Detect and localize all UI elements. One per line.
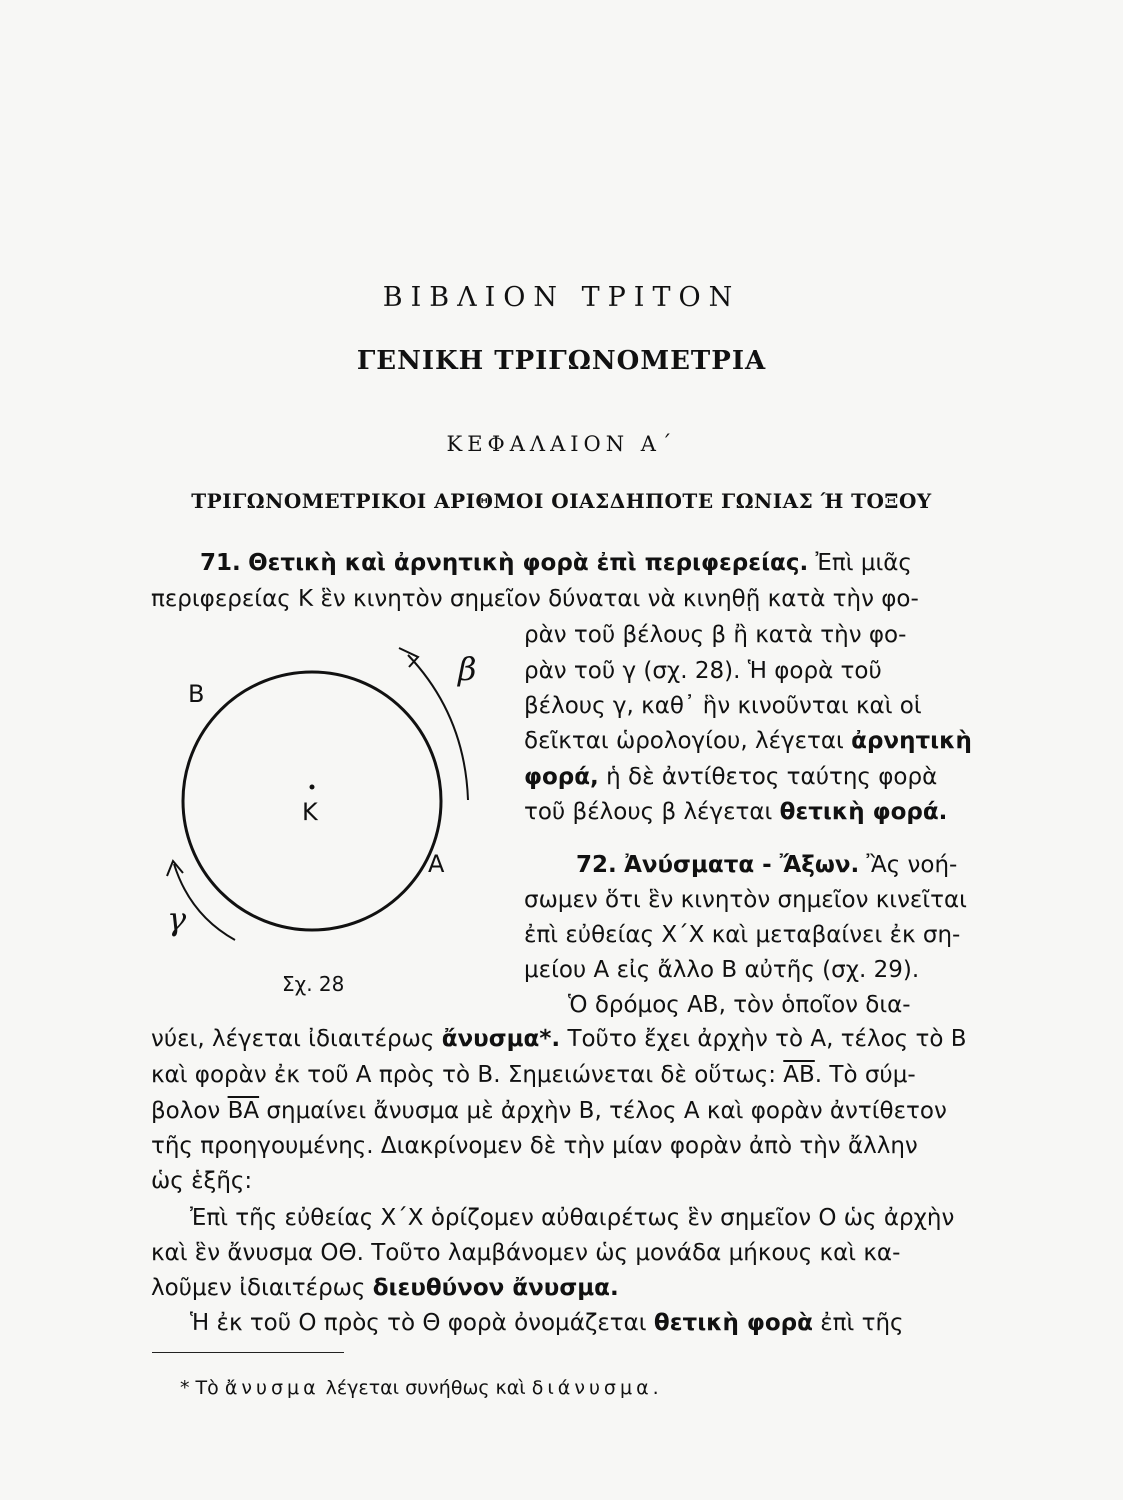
s71-line-1 xyxy=(200,548,912,578)
s71-line-1-rest: Ἐπὶ μιᾶς xyxy=(815,550,912,576)
s72-line-9: τῆς προηγουμένης. Διακρίνομεν δὲ τὴν μίαν φορὰν ἀπὸ τὴν ἄλλην xyxy=(151,1133,918,1159)
term-unit-vector: διευθύνον ἄνυσμα. xyxy=(372,1275,619,1301)
term-vector: ἄνυσμα*. xyxy=(441,1026,561,1052)
part-title: ΓΕΝΙΚΗ ΤΡΙΓΩΝΟΜΕΤΡΙΑ xyxy=(356,346,767,376)
s71-line-2: περιφερείας Κ ἓν κινητὸν σημεῖον δύναται νὰ κινηθῇ κατὰ τὴν φο- xyxy=(151,586,919,612)
footnote xyxy=(180,1377,663,1399)
s71-title: Θετικὴ καὶ ἀρνητικὴ φορὰ ἐπὶ περιφερείας. xyxy=(248,550,809,576)
chapter-title: ΚΕΦΑΛΑΙΟΝ Α΄ xyxy=(446,432,677,456)
s72-line-8-text: βολον xyxy=(151,1098,221,1124)
s71-line-4: ρὰν τοῦ γ (σχ. 28). Ἡ φορὰ τοῦ xyxy=(524,658,882,684)
s72-line-7-end: . Τὸ σύμ- xyxy=(814,1062,916,1088)
vector-BA: $\overline{BA}$ xyxy=(227,1098,260,1124)
s71-line-3: ρὰν τοῦ βέλους β ἢ κατὰ τὴν φο- xyxy=(524,622,907,648)
s72-line-8 xyxy=(151,1096,947,1126)
arrow-gamma-label: γ xyxy=(167,900,187,938)
s72-line-1-rest: Ἂς νοή- xyxy=(866,852,958,878)
label-A: Α xyxy=(428,850,445,878)
label-B: Β xyxy=(188,680,205,708)
s72-line-2: σωμεν ὅτι ἓν κινητὸν σημεῖον κινεῖται xyxy=(524,887,967,913)
s72-line-6 xyxy=(151,1024,967,1054)
figure-28 xyxy=(150,640,500,1000)
s71-number: 71. xyxy=(200,550,241,576)
footnote-a: Τὸ xyxy=(195,1377,219,1399)
footnote-c: λέγεται συνήθως καὶ xyxy=(325,1377,526,1399)
s71-line-7-text: ἡ δὲ ἀντίθετος ταύτης φορὰ xyxy=(606,764,938,790)
s72-line-1 xyxy=(576,850,957,880)
footnote-rule xyxy=(152,1352,344,1353)
s72-line-3: ἐπὶ εὐθείας Χ΄Χ καὶ μεταβαίνει ἐκ ση- xyxy=(524,922,961,948)
s71-line-6 xyxy=(524,726,972,756)
s71-line-8 xyxy=(524,797,947,827)
section-title: ΤΡΙΓΩΝΟΜΕΤΡΙΚΟΙ ΑΡΙΘΜΟΙ ΟΙΑΣΔΗΠΟΤΕ ΓΩΝΙΑΣ Ή ΤΟΞΟΥ xyxy=(191,489,932,513)
s71-line-7 xyxy=(524,762,937,792)
term-positive: θετικὴ φορά. xyxy=(779,799,948,825)
s72-line-7-text: καὶ φορὰν ἐκ τοῦ Α πρὸς τὸ Β. Σημειώνεται δὲ οὕτως: xyxy=(151,1062,776,1088)
footnote-star: * xyxy=(180,1377,190,1399)
s71-line-6-text: δεῖκται ὡρολογίου, λέγεται xyxy=(524,728,844,754)
s72-line-14-rest: ἐπὶ τῆς xyxy=(820,1310,904,1336)
s72-line-11: Ἐπὶ τῆς εὐθείας Χ΄Χ ὁρίζομεν αὐθαιρέτως ἓν σημεῖον Ο ὡς ἀρχὴν xyxy=(190,1205,955,1231)
term-negative: ἀρνητικὴ xyxy=(851,728,972,754)
s72-line-14 xyxy=(190,1308,904,1338)
s72-line-13-text: λοῦμεν ἰδιαιτέρως xyxy=(151,1275,366,1301)
s72-line-6-rest: Τοῦτο ἔχει ἀρχὴν τὸ Α, τέλος τὸ Β xyxy=(567,1026,967,1052)
term-positive-direction: θετικὴ φορὰ xyxy=(653,1310,813,1336)
book-title: ΒΙΒΛΙΟΝ ΤΡΙΤΟΝ xyxy=(382,282,741,313)
center-point xyxy=(310,785,315,790)
footnote-term-2: διάνυσμα. xyxy=(531,1377,663,1399)
s72-line-13 xyxy=(151,1273,619,1303)
s72-number: 72. xyxy=(576,852,617,878)
s72-line-8-rest: σημαίνει ἄνυσμα μὲ ἀρχὴν Β, τέλος Α καὶ φορὰν ἀντίθετον xyxy=(266,1098,947,1124)
s71-line-5: βέλους γ, καθ᾽ ἣν κινοῦνται καὶ οἱ xyxy=(524,693,922,719)
term-direction: φορά, xyxy=(524,764,599,790)
s72-line-14-text: Ἡ ἐκ τοῦ Ο πρὸς τὸ Θ φορὰ ὀνομάζεται xyxy=(190,1310,647,1336)
s72-line-6-text: νύει, λέγεται ἰδιαιτέρως xyxy=(151,1026,435,1052)
arrow-beta-label: β xyxy=(458,650,477,688)
s72-line-10: ὡς ἑξῆς: xyxy=(151,1168,253,1194)
s72-line-12: καὶ ἓν ἄνυσμα ΟΘ. Τοῦτο λαμβάνομεν ὡς μονάδα μήκους καὶ κα- xyxy=(151,1240,901,1266)
s72-line-5: Ὁ δρόμος ΑΒ, τὸν ὁποῖον δια- xyxy=(568,992,911,1018)
footnote-term-1: ἄνυσμα xyxy=(224,1377,320,1399)
s72-title: Ἀνύσματα - Ἄξων. xyxy=(624,852,860,878)
label-K: Κ xyxy=(302,798,318,826)
s72-line-4: μείου Α εἰς ἄλλο Β αὐτῆς (σχ. 29). xyxy=(524,957,920,983)
figure-caption: Σχ. 28 xyxy=(282,972,345,996)
s71-line-8-text: τοῦ βέλους β λέγεται xyxy=(524,799,773,825)
vector-AB: $\overline{AB}$ xyxy=(783,1062,815,1088)
s72-line-7 xyxy=(151,1060,916,1090)
